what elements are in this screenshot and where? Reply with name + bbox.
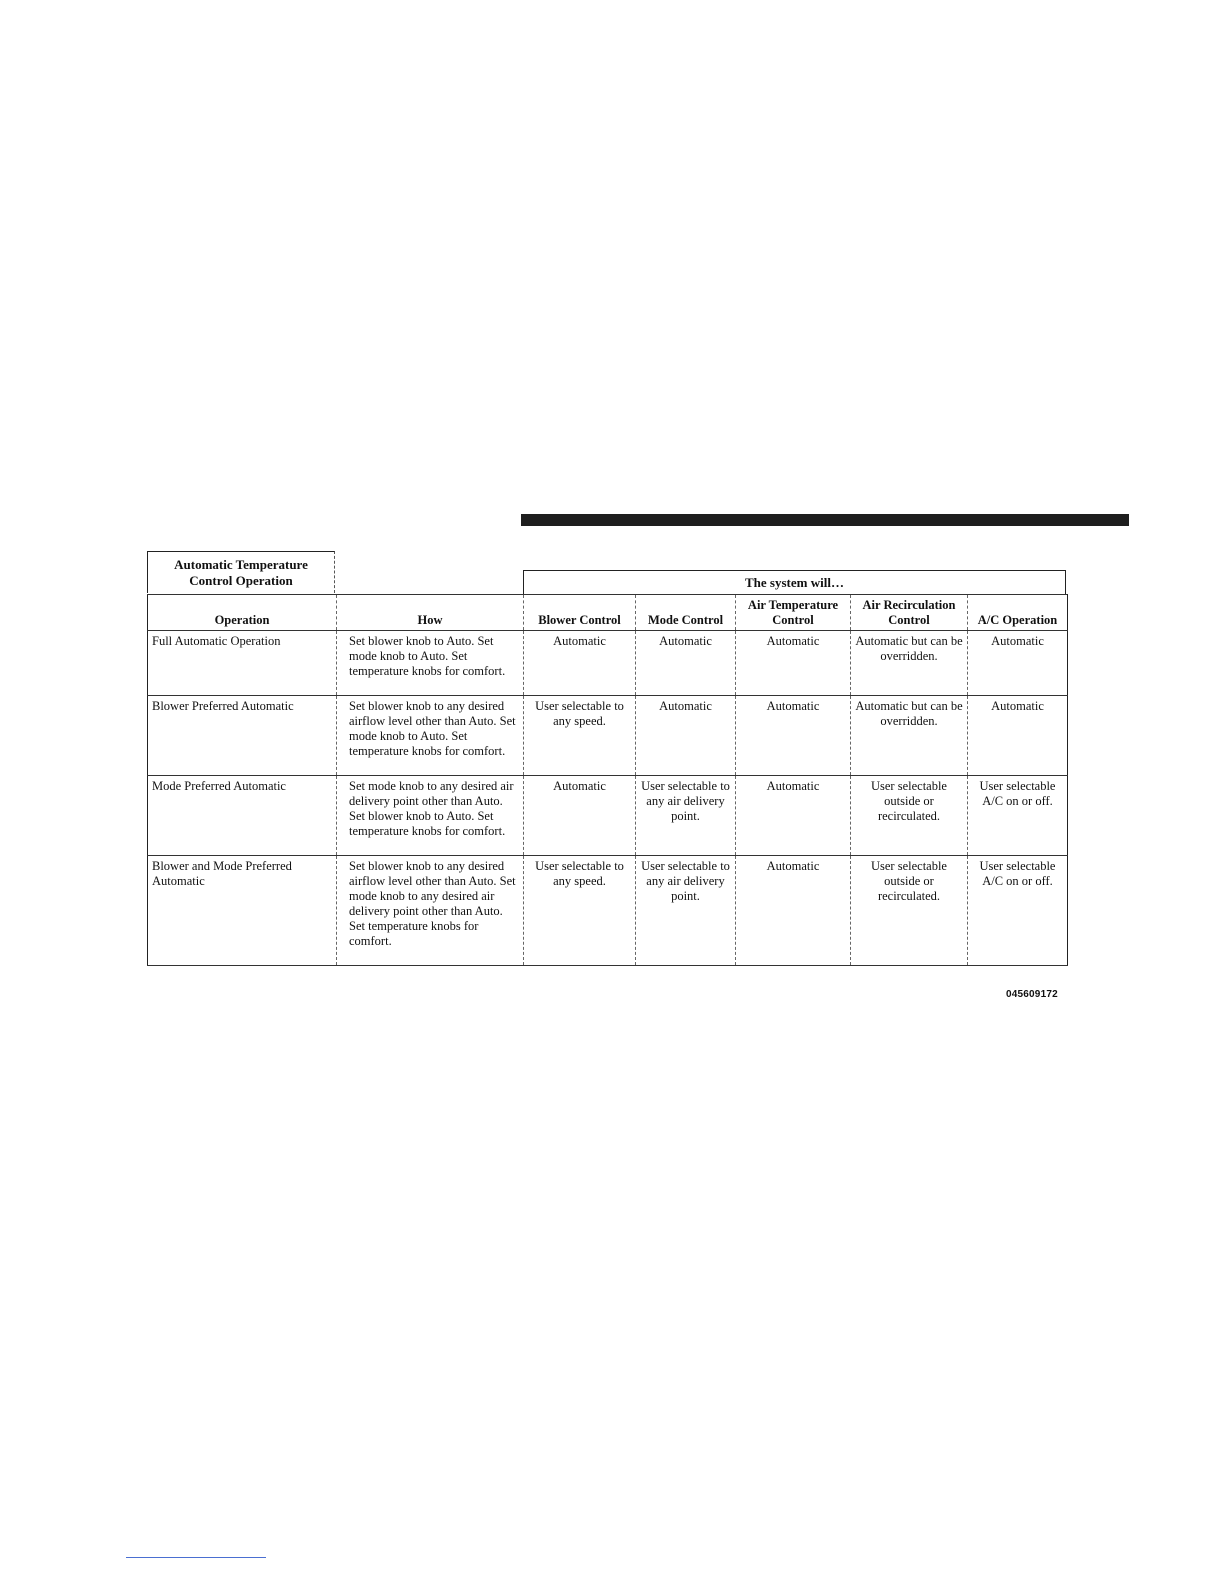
cell-ac-operation: Automatic: [968, 696, 1068, 776]
table-title: [147, 551, 335, 593]
cell-how: Set mode knob to any desired air delivery point other than Auto. Set blower knob to Auto. Set temperature knobs for comfort.: [337, 776, 524, 856]
cell-air-recirculation-control: User selectable outside or recirculated.: [851, 856, 968, 966]
cell-blower-control: Automatic: [524, 631, 636, 696]
operation-table: [147, 594, 1068, 966]
cell-how: Set blower knob to any desired airflow level other than Auto. Set mode knob to any desired air delivery point other than Auto. Set temperature knobs for comfort.: [337, 856, 524, 966]
header-mode-control: Mode Control: [636, 595, 736, 631]
cell-mode-control: Automatic: [636, 631, 736, 696]
cell-operation: Blower Preferred Automatic: [148, 696, 337, 776]
table-row: [148, 776, 1068, 856]
header-operation: Operation: [148, 595, 337, 631]
cell-air-recirculation-control: Automatic but can be overridden.: [851, 631, 968, 696]
header-how: How: [337, 595, 524, 631]
cell-mode-control: Automatic: [636, 696, 736, 776]
cell-air-temperature-control: Automatic: [736, 696, 851, 776]
header-row: [148, 595, 1068, 631]
cell-operation: Full Automatic Operation: [148, 631, 337, 696]
cell-blower-control: User selectable to any speed.: [524, 696, 636, 776]
cell-mode-control: User selectable to any air delivery point.: [636, 776, 736, 856]
cell-blower-control: Automatic: [524, 776, 636, 856]
cell-air-temperature-control: Automatic: [736, 856, 851, 966]
cell-ac-operation: User selectable A/C on or off.: [968, 776, 1068, 856]
header-blower-control: Blower Control: [524, 595, 636, 631]
cell-mode-control: User selectable to any air delivery point.: [636, 856, 736, 966]
table-row: [148, 631, 1068, 696]
table-title-line2: Control Operation: [189, 572, 293, 588]
header-air-recirculation-control: Air Recirculation Control: [851, 595, 968, 631]
section-header-bar: [521, 514, 1129, 526]
cell-blower-control: User selectable to any speed.: [524, 856, 636, 966]
table-title-line1: Automatic Temperature: [174, 556, 308, 572]
cell-how: Set blower knob to any desired airflow level other than Auto. Set mode knob to Auto. Set temperature knobs for comfort.: [337, 696, 524, 776]
cell-operation: Blower and Mode Preferred Automatic: [148, 856, 337, 966]
figure-id: 045609172: [1006, 989, 1058, 1000]
cell-air-recirculation-control: User selectable outside or recirculated.: [851, 776, 968, 856]
cell-ac-operation: User selectable A/C on or off.: [968, 856, 1068, 966]
cell-ac-operation: Automatic: [968, 631, 1068, 696]
table-row: [148, 856, 1068, 966]
table-row: [148, 696, 1068, 776]
cell-air-temperature-control: Automatic: [736, 776, 851, 856]
group-header: The system will…: [523, 570, 1066, 594]
cell-how: Set blower knob to Auto. Set mode knob to Auto. Set temperature knobs for comfort.: [337, 631, 524, 696]
cell-air-temperature-control: Automatic: [736, 631, 851, 696]
header-air-temperature-control: Air Temperature Control: [736, 595, 851, 631]
footnote-rule: [126, 1557, 266, 1558]
header-ac-operation: A/C Operation: [968, 595, 1068, 631]
cell-operation: Mode Preferred Automatic: [148, 776, 337, 856]
cell-air-recirculation-control: Automatic but can be overridden.: [851, 696, 968, 776]
